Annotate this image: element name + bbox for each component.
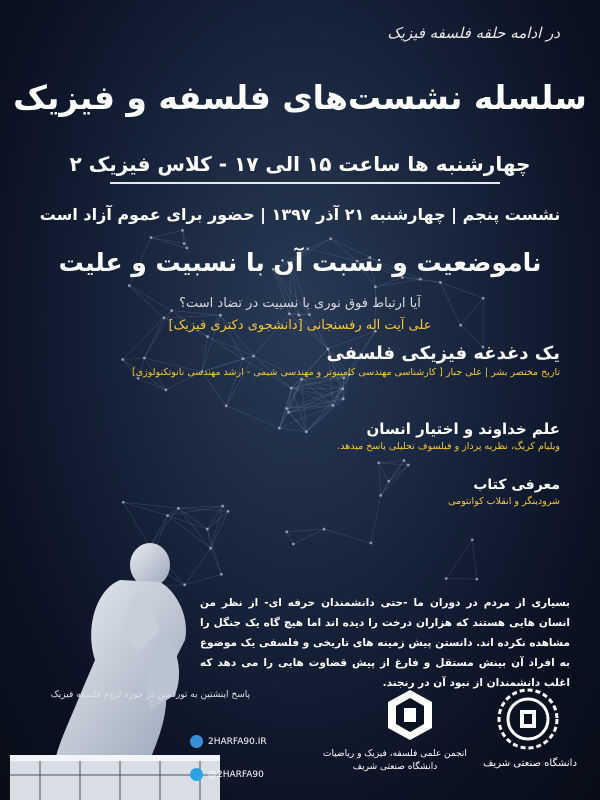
- section-god-knowledge: [337, 420, 560, 452]
- main-talk-title: ناموضعیت و نسبت آن با نسبیت و علیت: [58, 248, 542, 277]
- association-name: انجمن علمی فلسفه، فیزیک و ریاضیات دانشگاه صنعتی شریف: [323, 749, 467, 772]
- section-book-intro: [448, 477, 560, 507]
- main-talk-speaker: علی آیت اله رفسنجانی [دانشجوی دکتری فیزیک]: [168, 318, 432, 333]
- section-subtitle: شرودینگر و انقلاب کوانتومی: [448, 496, 560, 507]
- main-talk-question: آیا ارتباط فوق نوری با نسبیت در تضاد است؟: [179, 296, 421, 311]
- description-paragraph: بسیاری از مردم در دوران ما -حتی دانشمندان حرفه ای- از نظر من انسان هایی هستند که هزاران درخت را دیده اند اما هیچ گاه یک جنگل را مشاهده نکرده اند. دانستن پیش زمینه های تاریخی و فلسفی یک موضوع به افراد آن بینش مستقل و فارغ از پیش قضاوت هایی را می دهد که اغلب دانشمندان از نبود آن در رنجند.: [200, 597, 570, 689]
- section-heading: علم خداوند و اختیار انسان: [366, 420, 560, 438]
- section-subtitle: ویلیام کریگ، نظریه پرداز و فیلسوف تحلیلی یاسخ میدهد.: [337, 441, 560, 452]
- section-subtitle: تاریخ مختصر بشر | علی جبار [ کارشناسی مهندسی کامپیوتر و مهندسی شیمی - ارشد مهندسی نانوتکنولوژی]: [132, 367, 560, 378]
- website-url: 2HARFA90.IR: [208, 736, 267, 747]
- association-logo: [386, 688, 434, 742]
- website-contact: [190, 735, 267, 748]
- sharif-university-logo: [497, 688, 559, 750]
- schedule-line: چهارشنبه ها ساعت ۱۵ الی ۱۷ - کلاس فیزیک ۲: [69, 152, 531, 176]
- telegram-icon: [190, 768, 203, 781]
- series-title: سلسله نشست‌های فلسفه و فیزیک: [13, 78, 587, 117]
- attribution-note: پاسخ اینشتین به توردسن در حوزه لزوم فلسفه فیزیک: [50, 690, 250, 700]
- telegram-contact: [190, 768, 264, 781]
- session-info: نشست پنجم | چهارشنبه ۲۱ آذر ۱۳۹۷ | حضور برای عموم آزاد است: [39, 205, 561, 224]
- schedule-underline: [110, 182, 500, 184]
- thinker-statue-image: [0, 520, 230, 800]
- university-name: دانشگاه صنعتی شریف: [483, 758, 577, 769]
- globe-icon: [190, 735, 203, 748]
- series-tagline: در ادامه حلقه فلسفه فیزیک: [387, 24, 560, 42]
- section-physics-concern: [132, 343, 560, 378]
- section-heading: یک دغدغه فیزیکی فلسفی: [326, 343, 560, 364]
- telegram-handle: @2HARFA90: [208, 769, 264, 780]
- section-heading: معرفی کتاب: [473, 477, 560, 493]
